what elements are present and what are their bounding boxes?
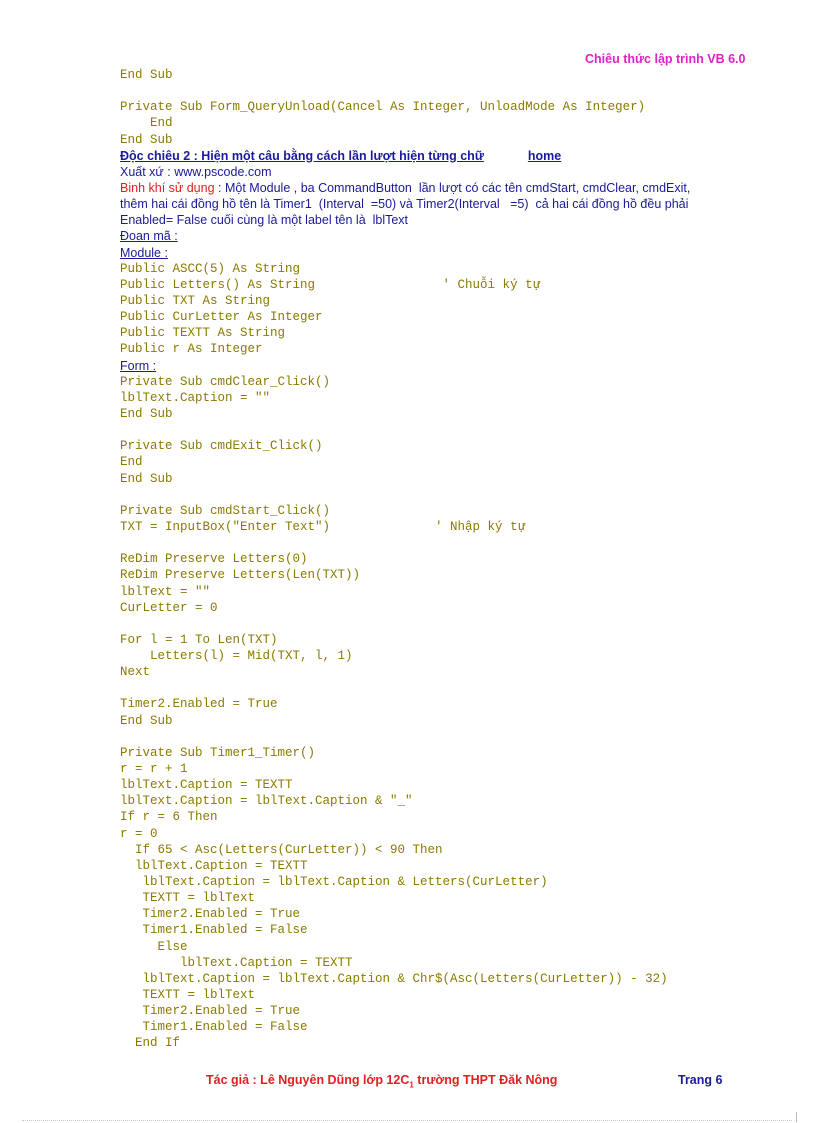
code-line: Private Sub cmdStart_Click() xyxy=(120,503,331,518)
code-line: End Sub xyxy=(120,68,173,82)
code-line: Private Sub cmdClear_Click() xyxy=(120,374,331,389)
code-line: Public r As Integer xyxy=(120,342,263,357)
code-line: End xyxy=(120,455,143,470)
code-line: Timer2.Enabled = True xyxy=(120,697,278,712)
footer-author xyxy=(206,1073,557,1090)
code-line: If 65 < Asc(Letters(CurLetter)) < 90 Then xyxy=(120,842,443,857)
blank-line xyxy=(120,422,800,438)
prose-label: Binh khí sử dụng xyxy=(120,180,215,195)
prose-line: Xuất xứ : www.pscode.com xyxy=(120,164,272,179)
code-line: CurLetter = 0 xyxy=(120,600,218,615)
code-line: End Sub xyxy=(120,406,173,421)
code-line: TEXTT = lblText xyxy=(120,891,256,906)
code-line: Timer2.Enabled = True xyxy=(120,907,301,922)
code-line: Letters(l) = Mid(TXT, l, 1) xyxy=(120,649,353,664)
code-line: Public CurLetter As Integer xyxy=(120,310,323,325)
blank-line xyxy=(120,680,800,696)
section-label xyxy=(120,228,800,244)
code-line: Timer1.Enabled = False xyxy=(120,1020,308,1035)
code-line: Public Letters() As String ' Chuỗi ký tự xyxy=(120,277,541,292)
code-line: Else xyxy=(120,939,188,954)
code-line: End Sub xyxy=(120,471,173,486)
code-line: End Sub xyxy=(120,713,173,728)
code-line: For l = 1 To Len(TXT) xyxy=(120,632,278,647)
footer-page-number: Trang 6 xyxy=(678,1073,723,1087)
blank-line xyxy=(120,535,800,551)
code-line: Public TXT As String xyxy=(120,293,271,308)
code-line: If r = 6 Then xyxy=(120,810,218,825)
prose-line xyxy=(120,180,800,196)
code-line: lblText.Caption = lblText.Caption & Letters(CurLetter) xyxy=(120,875,548,890)
code-line: r = r + 1 xyxy=(120,762,188,777)
code-line: Public ASCC(5) As String xyxy=(120,261,301,276)
section-label-text: Đoạn mã : xyxy=(120,229,178,244)
page-bottom-rule xyxy=(22,1120,792,1121)
code-line: TXT = InputBox("Enter Text") ' Nhập ký tự xyxy=(120,519,526,534)
footer-author-suffix: trường THPT Đăk Nông xyxy=(413,1073,558,1087)
code-line: lblText.Caption = "" xyxy=(120,390,271,405)
code-line: ReDim Preserve Letters(Len(TXT)) xyxy=(120,568,361,583)
section-heading xyxy=(120,148,800,164)
code-line: lblText.Caption = TEXTT xyxy=(120,858,308,873)
prose-text: : Một Module , ba CommandButton lần lượt có các tên cmdStart, cmdClear, cmdExit, xyxy=(214,180,691,195)
code-line: Private Sub Form_QueryUnload(Cancel As Integer, UnloadMode As Integer) xyxy=(120,100,646,115)
code-line: lblText.Caption = lblText.Caption & Chr$(Asc(Letters(CurLetter)) - 32) xyxy=(120,971,668,986)
page-corner-mark xyxy=(796,1112,803,1122)
code-line: r = 0 xyxy=(120,826,158,841)
code-line: Private Sub Timer1_Timer() xyxy=(120,745,316,760)
code-line: Timer1.Enabled = False xyxy=(120,923,308,938)
code-line: End If xyxy=(120,1036,181,1051)
code-line: Timer2.Enabled = True xyxy=(120,1004,301,1019)
footer-author-subscript: 1 xyxy=(409,1080,414,1090)
blank-line xyxy=(120,729,800,745)
home-link[interactable]: home xyxy=(527,148,562,163)
code-line: ReDim Preserve Letters(0) xyxy=(120,552,308,567)
code-line: lblText.Caption = lblText.Caption & "_" xyxy=(120,794,413,809)
code-line: Public TEXTT As String xyxy=(120,326,286,341)
code-line: Private Sub cmdExit_Click() xyxy=(120,439,323,454)
code-line: TEXTT = lblText xyxy=(120,988,256,1003)
document-body xyxy=(120,67,800,1052)
code-line: Next xyxy=(120,665,151,680)
code-line: lblText.Caption = TEXTT xyxy=(120,955,353,970)
code-line: End xyxy=(120,116,173,131)
blank-line xyxy=(120,83,800,99)
section-label-text: Form : xyxy=(120,358,157,373)
section-label xyxy=(120,245,800,261)
code-line: End Sub xyxy=(120,132,173,147)
prose-line: thêm hai cái đồng hồ tên là Timer1 (Interval =50) và Timer2(Interval =5) cả hai cái đồng hồ đều phải xyxy=(120,197,689,212)
section-label-text: Module : xyxy=(120,245,168,260)
prose-line: Enabled= False cuối cùng là một label tên là lblText xyxy=(120,213,409,228)
section-label xyxy=(120,358,800,374)
section-heading-title: Độc chiêu 2 : Hiện một câu bằng cách lần lượt hiện từng chữ xyxy=(120,148,484,163)
blank-line xyxy=(120,487,800,503)
code-line: lblText.Caption = TEXTT xyxy=(120,778,293,793)
blank-line xyxy=(120,616,800,632)
header-title: Chiêu thức lập trình VB 6.0 xyxy=(585,52,746,66)
code-line: lblText = "" xyxy=(120,584,211,599)
footer-author-prefix: Tác giả : Lê Nguyên Dũng lớp 12C xyxy=(206,1073,410,1087)
